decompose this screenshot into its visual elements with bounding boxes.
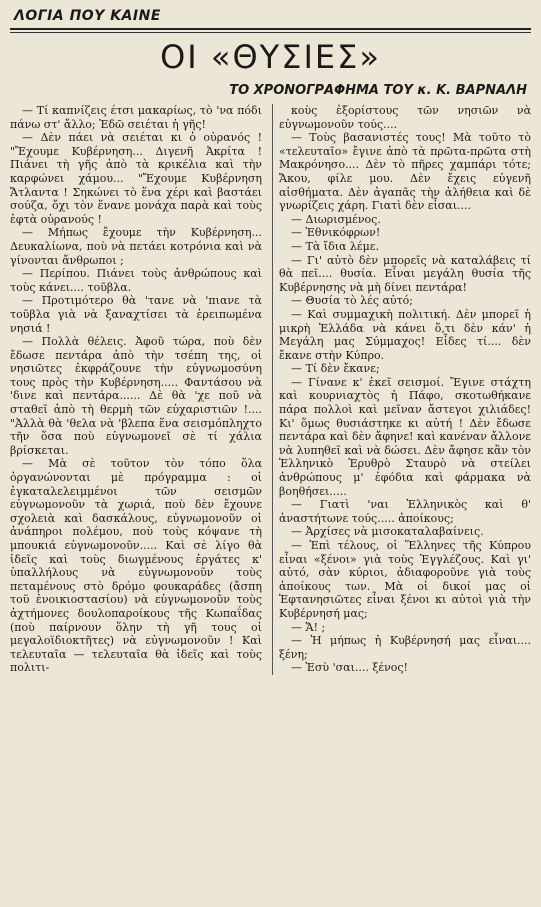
left-column xyxy=(10,104,262,675)
paragraph: — Τί καπνίζεις έτσι μακαρίως, τὸ 'να πόδι πάνω στ' ἄλλο; Ἐδῶ σειέται ἡ γῆς! xyxy=(10,104,262,131)
paragraph: — Ἄ! ; xyxy=(291,620,326,634)
paragraph: — Περίπου. Πιάνει τοὺς ἀνθρώπους καὶ τοὺς κάνει.... τοῦβλα. xyxy=(10,267,262,294)
article-body xyxy=(10,104,531,675)
paragraph: — Διωρισμένος. xyxy=(291,212,381,226)
paragraph: — Ἐσὺ 'σαι.... ξένος! xyxy=(291,661,408,675)
paragraph: — Πολλὰ θέλεις. Ἀφοῦ τώρα, ποὺ δὲν ἔδωσε πεντάρα ἀπὸ τὴν τσέπη της, οἱ νησιῶτες ἐκφράζουνε τὴν εὐγνωμοσύνη τους πρὸς τὴν Κυβέρνηση..... Φαντάσου νὰ 'δινε καὶ πεντάρα...... Δὲ θὰ 'χε ποῦ νὰ σταθεῖ ἀπὸ τὴ θερμὴ τῶν εὐχαριστιῶν !.... "Ἀλλὰ θὰ 'θελα νὰ 'βλεπα ἕνα σεισμόπληχτο τῆν ὅσα ποὺ εὐγνωμονεῖ σὲ τί χάλια βρίσκεται. xyxy=(10,335,262,457)
paragraph: — Τοὺς βασανιστές τους! Μὰ τοῦτο τὸ «τελευταῖο» ἔγινε ἀπὸ τὰ πρῶτα-πρῶτα στὴ Μακρόνησο.... Δὲν τὸ πῆρες χαμπάρι τότε; Ἄκου, φίλε μου. Δὲν ἔχεις εὐγενῆ αἰσθήματα. Δὲν ἀγαπᾶς τὴν ἀλήθεια καὶ δὲ γνωρίζεις χάρη. Γιατὶ δὲν εἶσαι.... xyxy=(279,131,531,213)
top-rule-thin xyxy=(10,32,531,33)
paragraph: — Τὰ ἴδια λέμε. xyxy=(291,239,379,253)
paragraph: — Γι' αὐτὸ δὲν μπορεῖς νὰ καταλάβεις τί θὰ πεῖ.... θυσία. Εἶναι μεγάλη θυσία τῆς Κυβέρνησης νὰ μὴ δίνει πεντάρα! xyxy=(279,253,531,294)
paragraph: — Μὰ σὲ τοῦτον τὸν τόπο ὅλα ὀργανώνονται μὲ πρόγραμμα : οἱ ἐγκαταλελειμμένοι τῶν σεισμῶν εὐγνωμονοῦν τὰ χωριά, ποὺ δὲν ἔχουνε σχολειὰ καὶ δασκάλους, εὐγνωμονοῦν οἱ ἀνάπηροι πολέμου, ποὺ τοὺς κόψανε τὴ μπουκιά εὐγνωμονοῦν..... Καὶ σὲ λίγο θὰ ἰδεῖς καὶ τοὺς διωγμένους ἐργάτες κ' ὑπαλλήλους νὰ εὐγνωμονοῦν τοὺς πεταμένους στὸ δρόμο φουκαράδες (ἄσπη τοῦ ἐνοικιοστασίου) νὰ εὐγνωμονοῦν τοὺς ἀχτήμονες δουλοπαροίκους τῆς Κωπαΐδας (ποὺ παίρνουν ὅλην τὴ γῆ τους οἱ μεγαλοϊδιοκτῆτες) νὰ εὐγνωμονοῦν ! Καὶ τελευταῖα — τελευταῖα θὰ ἰδεῖς καὶ τοὺς πολιτι- xyxy=(10,457,262,675)
paragraph: — Θυσία τὸ λές αὐτό; xyxy=(291,294,414,308)
paragraph: — Μήπως ἔχουμε τὴν Κυβέρνηση... Δευκαλίωνα, ποὺ νὰ πετάει κοτρόνια καὶ νὰ γίνονται ἄνθρωποι ; xyxy=(10,226,262,267)
byline: ΤΟ ΧΡΟΝΟΓΡΑΦΗΜΑ ΤΟΥ κ. Κ. ΒΑΡΝΑΛΗ xyxy=(229,83,527,98)
right-column xyxy=(272,104,531,675)
paragraph: — Τί δὲν ἔκανε; xyxy=(291,362,380,376)
paragraph: — Καὶ συμμαχικὴ πολιτική. Δὲν μπορεῖ ἡ μικρὴ Ἑλλάδα νὰ κάνει ὅ,τι δὲν κάν' ἡ Μεγάλη μας Σύμμαχος! Εἶδες τί.... δὲν ἔκανε στὴν Κύπρο. xyxy=(279,307,531,362)
paragraph: — Ἐπὶ τέλους, οἱ Ἕλληνες τῆς Κύπρου εἶναι «ξένοι» γιὰ τοὺς Ἐγγλέζους. Καὶ γι' αὐτό, σὰν κύριοι, ἀδιαφοροῦνε γιὰ τοὺς ἀποίκους των. Μὰ οἱ δικοί μας οἱ Ἑφτανησιῶτες εἶναι ξένοι κι αὐτοὶ γιὰ τὴν Κυβέρνησή μας; xyxy=(279,539,531,620)
headline: ΟΙ «ΘΥΣΙΕΣ» xyxy=(160,38,381,76)
paragraph: — Γιατὶ 'ναι Ἑλληνικὸς καὶ θ' ἀναστήτωνε τούς..... ἀποίκους; xyxy=(279,498,531,525)
paragraph: κοὺς ἐξορίστους τῶν νησιῶν νὰ εὐγνωμονοῦν τούς.... xyxy=(279,104,531,131)
paragraph: — Γίνανε κ' ἐκεῖ σεισμοί. Ἔγινε στάχτη καὶ κουρνιαχτὸς ἡ Πάφο, σκοτωθήκανε πάρα πολλοὶ καὶ μεῖναν ἄστεγοι χιλιάδες! Κι' ὅμως θυσιάστηκε κι αὐτή ! Δὲν ἔδωσε πεντάρα καὶ δὲν ἄφηνε! καὶ κανέναν ἄλλονε νὰ λυπηθεῖ καὶ νὰ δώσει. Δὲν ἄφησε κἂν τὸν Ἑλληνικὸ Ἐρυθρὸ Σταυρὸ νὰ στείλει ἀνθρώπους μ' ἐφόδια καὶ φάρμακα νὰ βοηθήσει..... xyxy=(279,375,531,498)
paragraph: — Προτιμότερο θὰ 'τανε νὰ 'πιανε τὰ τοῦβλα γιὰ νὰ ξαναχτίσει τὰ ἐρειπωμένα νησιά ! xyxy=(10,294,262,335)
top-rule xyxy=(10,28,531,30)
paragraph: — Δὲν πάει νὰ σειέται κι ὁ οὐρανός ! "Ἔχουμε Κυβέρνηση... Διγενῆ Ἀκρίτα ! Πιάνει τὴ γῆς ἀπὸ τὰ κρικέλια καὶ τὴν καρφώνει χάμου... "Ἔχουμε Κυβέρνηση Ἄτλαντα ! Σηκώνει τὸ ἕνα χέρι καὶ βαστάει σούζα, ὄχι τὸν ἕνανε μονάχα παρὰ καὶ τοὺς ἑφτὰ οὐρανούς ! xyxy=(10,131,262,226)
column-label: ΛΟΓΙΑ ΠΟΥ ΚΑΙΝΕ xyxy=(14,8,161,24)
paragraph: — Ἡ μήπως ἡ Κυβέρνησή μας εἶναι.... ξένη; xyxy=(279,634,531,661)
paragraph: — Ἀρχίσες νὰ μισοκαταλαβαίνεις. xyxy=(291,525,484,539)
paragraph: — Ἐθνικόφρων! xyxy=(291,226,381,240)
